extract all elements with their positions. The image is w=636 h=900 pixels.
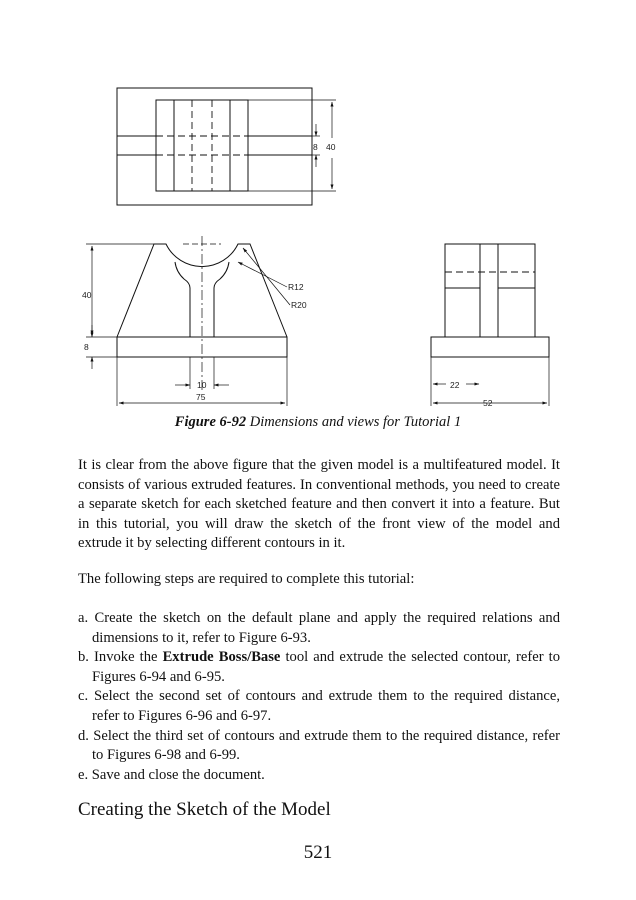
dim-front-width: 75 (196, 392, 206, 402)
dim-slot-width: 10 (197, 380, 207, 390)
step-c: c. Select the second set of contours and extrude them to the required distance, refer to Figures 6-96 and 6-97. (78, 688, 560, 724)
step-a: a. Create the sketch on the default plane and apply the required relations and dimensions to it, refer to Figure 6-93. (78, 610, 560, 646)
dim-side-slot: 22 (450, 380, 460, 390)
dim-top-small: 8 (313, 142, 318, 152)
figure-caption-text: Dimensions and views for Tutorial 1 (249, 414, 462, 430)
paragraph-steps-intro: The following steps are required to complete this tutorial: (78, 571, 415, 587)
front-view (86, 236, 290, 406)
dim-top-large: 40 (326, 142, 336, 152)
dim-front-height: 40 (82, 290, 92, 300)
figure-number: Figure 6-92 (174, 414, 247, 430)
side-view (431, 244, 549, 406)
top-view (117, 88, 336, 205)
dim-front-base: 8 (84, 342, 89, 352)
dim-radius-outer: R20 (291, 300, 307, 310)
section-heading: Creating the Sketch of the Model (78, 799, 331, 820)
steps-list (78, 609, 560, 785)
page-number: 521 (303, 842, 333, 863)
dim-radius-inner: R12 (288, 282, 304, 292)
step-d: d. Select the third set of contours and extrude them to the required distance, refer to Figures 6-98 and 6-99. (78, 727, 560, 764)
paragraph-intro: It is clear from the above figure that the given model is a multifeatured model. It consists of various extruded features. In conventional methods, you need to create a separate sketch for each sketched feature and then convert it into a feature. But in this tutorial, you will draw the sketch of the front view of the model and extrude it by selecting different contours in it. (78, 457, 560, 552)
step-e: e. Save and close the document. (78, 766, 265, 783)
figure-caption (0, 414, 636, 431)
step-b-prefix: b. Invoke the (78, 649, 158, 666)
technical-drawing (0, 0, 636, 410)
step-b-suffix: tool and extrude the selected contour, refer to Figures 6-94 and 6-95. (92, 649, 560, 685)
dim-side-width: 52 (483, 398, 493, 408)
extrude-boss-base-tool: Extrude Boss/Base (162, 649, 281, 666)
step-b (78, 648, 560, 687)
